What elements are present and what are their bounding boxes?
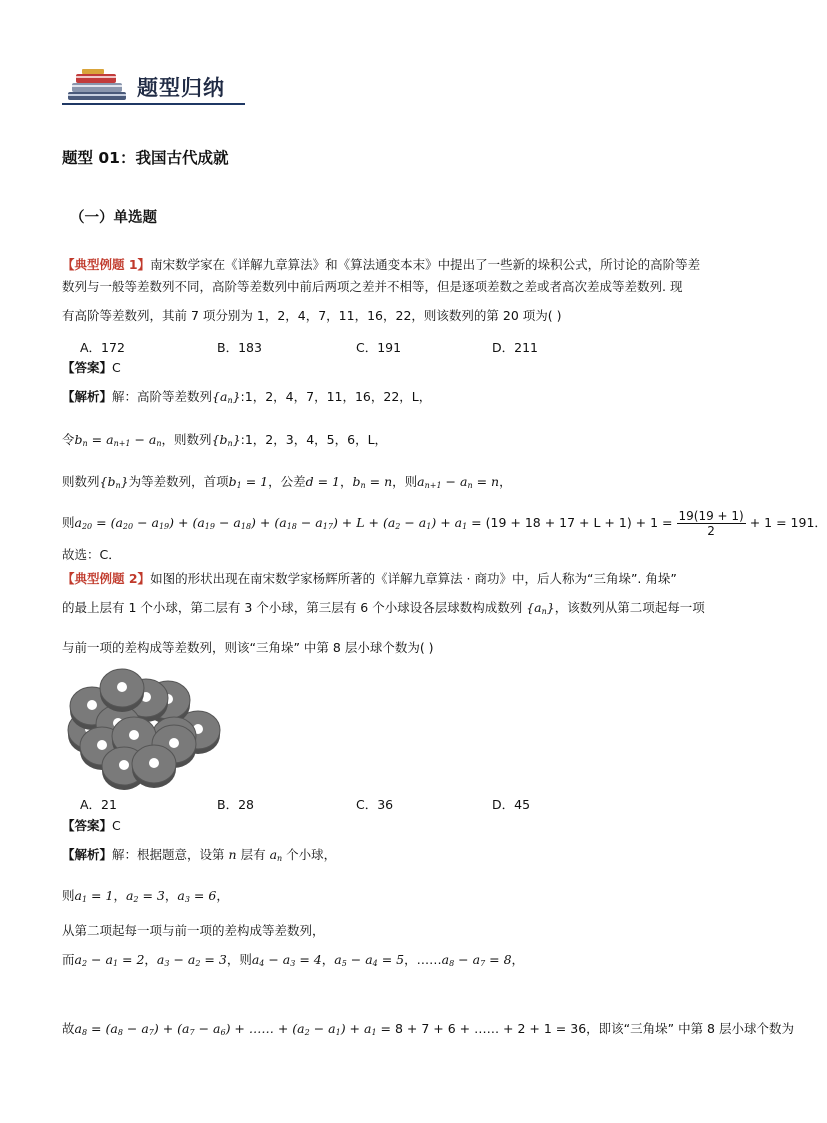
example1-let: 令$b_n = a_{n+1} - a_n$，则数列$\{b_n\}:1$，2，3，4，5，6，L， — [62, 432, 388, 448]
example2-option-d: D．45 — [492, 797, 531, 812]
example1-line2: 数列与一般等差数列不同，高阶等差数列中前后两项之差并不相等，但是逐项差数之差或者高次差成等差数列. 现 — [62, 279, 683, 294]
example1-tag: 【典型例题 1】 — [62, 257, 151, 272]
example1-analysis-label: 【解析】 — [62, 389, 113, 404]
section-title: 题型 01：我国古代成就 — [62, 149, 229, 167]
example1-option-c: C．191 — [356, 340, 402, 355]
example2-tag: 【典型例题 2】 — [62, 571, 151, 586]
example2-diff-text: 从第二项起每一项与前一项的差构成等差数列， — [62, 923, 325, 938]
example1-analysis-seq: 1，2，4，7，11，16，22，L， — [244, 389, 432, 404]
subsection-title: （一）单选题 — [70, 210, 157, 226]
ball-pile-illustration — [62, 668, 232, 793]
example1-option-d: D．211 — [492, 340, 538, 355]
example1-analysis: 【解析】解：高阶等差数列$\{a_n\}:1$，2，4，7，11，16，22，L， — [62, 389, 432, 405]
example2-text1: 如图的形状出现在南宋数学家杨辉所著的《详解九章算法 · 商功》中，后人称为“三角垛”. 角垛” — [150, 571, 677, 586]
example2-line2: 的最上层有 1 个小球，第二层有 3 个小球，第三层有 6 个小球设各层球数构成数列 $\{a_n\}$，该数列从第二项起每一项 — [62, 600, 705, 616]
example2-answer-value: C — [112, 818, 121, 833]
triangle-pile-figure — [62, 668, 232, 793]
example1-answer-value: C — [112, 360, 121, 375]
example1-line1 — [62, 256, 700, 274]
example2-option-a: A．21 — [80, 797, 117, 812]
example1-analysis-intro: 解：高阶等差数列 — [112, 389, 213, 404]
header-icon-wrap — [62, 66, 132, 106]
example2-differences: 而$a_2 - a_1 = 2$，$a_3 - a_2 = 3$，则$a_4 - a_3 = 4$，$a_5 - a_4 = 5$，$\dots\dots a_8 - a_7 = 8$， — [62, 952, 525, 968]
example2-analysis: 【解析】解：根据题意，设第 n 层有 $a_n$ 个小球， — [62, 847, 337, 863]
example1-fraction: $\frac{19(19 + 1)}{2}$ — [678, 509, 744, 538]
example2-answer-label: 【答案】 — [62, 818, 113, 833]
example1-answer-label: 【答案】 — [62, 360, 113, 375]
example2-initial-values: 则$a_1 = 1$，$a_2 = 3$，$a_3 = 6$， — [62, 888, 229, 904]
example2-option-b: B．28 — [217, 797, 254, 812]
header-title: 题型归纳 — [137, 76, 225, 100]
example2-sum: 故$a_8 = (a_8 - a_7) + (a_7 - a_6)$ + …… + $(a_2 - a_1) + a_1 = 8 + 7 + 6$ + …… + 2 + 1 = 36，即该“三角垛” 中第 8 层小球个数为 — [62, 1021, 794, 1037]
example2-option-c: C．36 — [356, 797, 394, 812]
example1-option-a: A．172 — [80, 340, 125, 355]
example1-then: 则数列$\{b_n\}$为等差数列，首项$b_1 = 1$，公差d = 1，$b_n = n$，则$a_{n+1} - a_n = n$， — [62, 474, 512, 490]
example1-answer — [62, 359, 121, 377]
header-rule — [62, 103, 245, 105]
example1-conclusion: 故选：C． — [62, 547, 121, 562]
book-stack-icon — [62, 66, 132, 106]
example2-line3: 与前一项的差构成等差数列，则该“三角垛” 中第 8 层小球个数为( ) — [62, 640, 434, 655]
example1-line3: 有高阶等差数列，其前 7 项分别为 1，2，4，7，11，16，22，则该数列的第 20 项为( ) — [62, 308, 562, 323]
example2-analysis-label: 【解析】 — [62, 847, 113, 862]
example2-answer — [62, 817, 121, 835]
example1-text1: 南宋数学家在《详解九章算法》和《算法通变本末》中提出了一些新的垛积公式，所讨论的高阶等差 — [150, 257, 701, 272]
example2-line1 — [62, 570, 677, 588]
example1-sum: 则$a_{20} = (a_{20} - a_{19}) + (a_{19} - a_{18}) + (a_{18} - a_{17}) + L + (a_2 - a_1) + a_1 = (19 + 18 + 17 + L + 1) + 1$ = $\frac{19(19 + 1)}{2}$ + 1 = 191． — [62, 509, 827, 538]
example1-option-b: B．183 — [217, 340, 262, 355]
